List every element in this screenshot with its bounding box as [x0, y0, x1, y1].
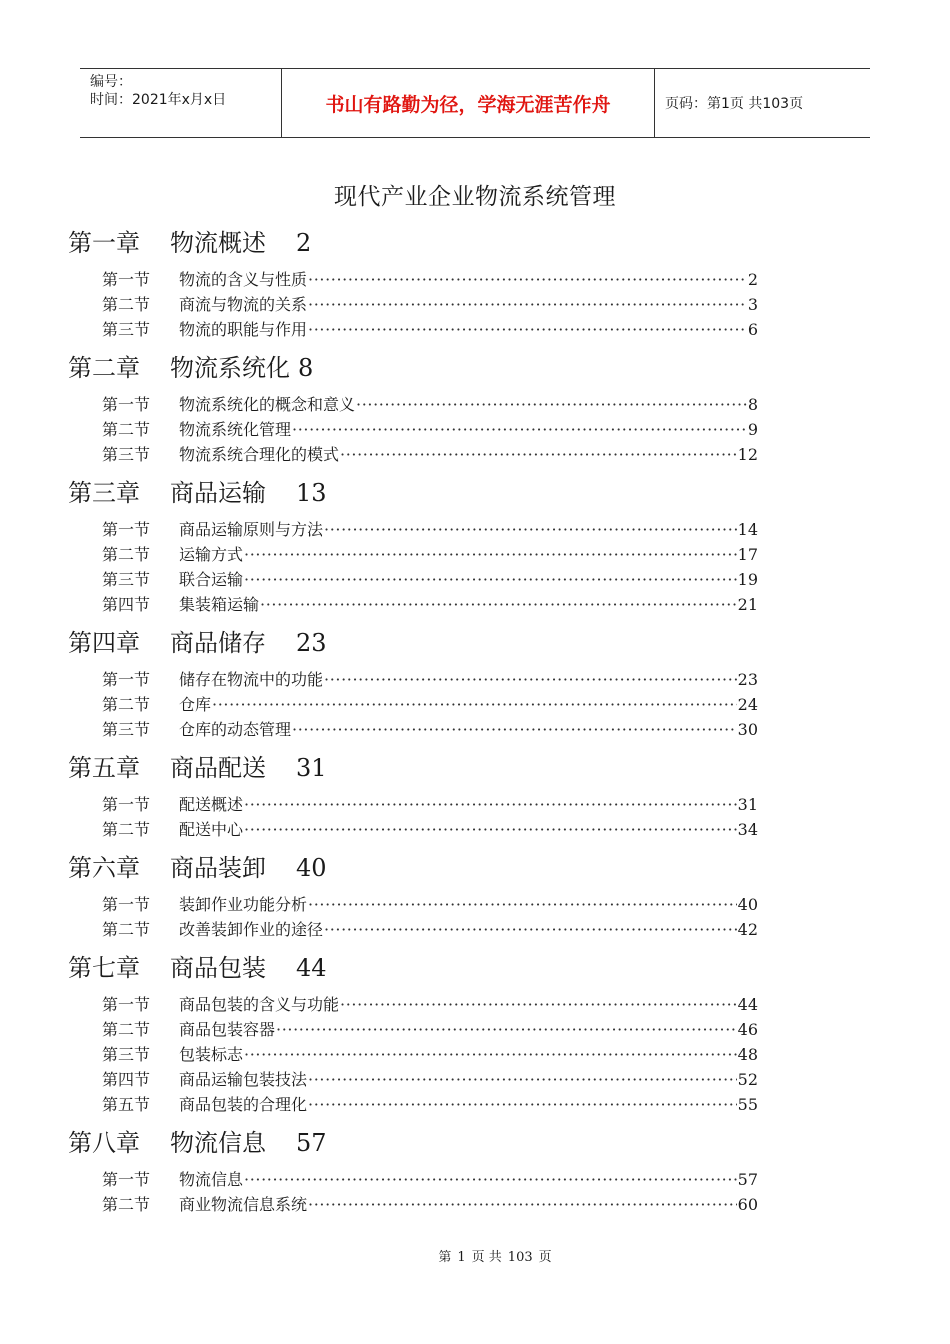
chapter-sections	[68, 792, 758, 842]
section-page: 34	[737, 820, 758, 839]
toc-section[interactable]	[102, 292, 758, 317]
toc-section[interactable]	[102, 267, 758, 292]
toc-chapter[interactable]	[68, 351, 758, 385]
section-number: 第二节	[102, 1020, 151, 1039]
dot-leader	[308, 1067, 737, 1092]
section-title: 装卸作业功能分析	[179, 895, 308, 914]
chapter-number: 第二章	[68, 354, 140, 382]
section-page: 2	[747, 270, 758, 289]
section-number: 第一节	[102, 1170, 151, 1189]
toc-section[interactable]	[102, 417, 758, 442]
chapter-page: 13	[296, 479, 327, 507]
section-title: 运输方式	[179, 545, 244, 564]
dot-leader	[276, 1017, 737, 1042]
section-number: 第二节	[102, 820, 151, 839]
section-number: 第二节	[102, 920, 151, 939]
section-title: 配送概述	[179, 795, 244, 814]
section-number: 第二节	[102, 545, 151, 564]
section-page: 57	[737, 1170, 758, 1189]
section-page: 44	[737, 995, 758, 1014]
section-page: 19	[737, 570, 758, 589]
dot-leader	[324, 667, 737, 692]
dot-leader	[340, 992, 737, 1017]
section-number: 第二节	[102, 1195, 151, 1214]
toc-section[interactable]	[102, 1067, 758, 1092]
toc-chapter[interactable]	[68, 751, 758, 785]
footer-suffix: 页	[538, 1250, 552, 1265]
section-number: 第二节	[102, 420, 151, 439]
chapter-sections	[68, 992, 758, 1117]
chapter-title: 物流系统化	[170, 354, 290, 382]
chapter-sections	[68, 1167, 758, 1217]
chapter-title: 商品包装	[170, 954, 266, 982]
section-title: 商品运输原则与方法	[179, 520, 324, 539]
dot-leader	[212, 692, 737, 717]
chapter-page: 8	[298, 354, 314, 382]
section-number: 第四节	[102, 595, 151, 614]
section-page: 24	[737, 695, 758, 714]
table-of-contents	[68, 226, 758, 1226]
dot-leader	[308, 292, 747, 317]
dot-leader	[244, 542, 737, 567]
section-title: 物流信息	[179, 1170, 244, 1189]
section-page: 52	[737, 1070, 758, 1089]
chapter-number: 第六章	[68, 854, 140, 882]
section-title: 商流与物流的关系	[179, 295, 308, 314]
chapter-title: 商品储存	[170, 629, 266, 657]
chapter-sections	[68, 267, 758, 342]
section-page: 30	[737, 720, 758, 739]
chapter-title: 物流概述	[170, 229, 266, 257]
toc-section[interactable]	[102, 592, 758, 617]
section-title: 商品运输包装技法	[179, 1070, 308, 1089]
toc-section[interactable]	[102, 992, 758, 1017]
toc-chapter[interactable]	[68, 626, 758, 660]
section-title: 商品包装的合理化	[179, 1095, 308, 1114]
toc-section[interactable]	[102, 317, 758, 342]
section-page: 48	[737, 1045, 758, 1064]
chapter-title: 商品装卸	[170, 854, 266, 882]
section-number: 第五节	[102, 1095, 151, 1114]
section-title: 商品包装容器	[179, 1020, 276, 1039]
section-title: 仓库的动态管理	[179, 720, 292, 739]
toc-section[interactable]	[102, 717, 758, 742]
section-title: 物流系统化的概念和意义	[179, 395, 356, 414]
section-page: 23	[737, 670, 758, 689]
chapter-number: 第三章	[68, 479, 140, 507]
document-title: 现代产业企业物流系统管理	[334, 184, 616, 210]
section-title: 集装箱运输	[179, 595, 260, 614]
header-motto: 书山有路勤为径，学海无涯苦作舟	[282, 69, 655, 137]
section-number: 第一节	[102, 995, 151, 1014]
chapter-page: 23	[296, 629, 327, 657]
dot-leader	[340, 442, 737, 467]
section-page: 3	[747, 295, 758, 314]
chapter-sections	[68, 667, 758, 742]
dot-leader	[308, 1192, 737, 1217]
toc-section[interactable]	[102, 792, 758, 817]
section-number: 第一节	[102, 670, 151, 689]
toc-section[interactable]	[102, 542, 758, 567]
header-page-info: 页码：第1页 共103页	[665, 96, 804, 112]
toc-section[interactable]	[102, 517, 758, 542]
header-meta	[80, 69, 282, 137]
chapter-title: 商品配送	[170, 754, 266, 782]
footer-total-pages: 103	[507, 1250, 533, 1265]
toc-section[interactable]	[102, 692, 758, 717]
footer-prefix: 第	[438, 1250, 452, 1265]
section-page: 55	[737, 1095, 758, 1114]
section-page: 31	[737, 795, 758, 814]
section-title: 商业物流信息系统	[179, 1195, 308, 1214]
section-number: 第一节	[102, 795, 151, 814]
section-page: 60	[737, 1195, 758, 1214]
section-number: 第二节	[102, 695, 151, 714]
toc-section[interactable]	[102, 1167, 758, 1192]
dot-leader	[356, 392, 747, 417]
chapter-page: 40	[296, 854, 327, 882]
chapter-number: 第七章	[68, 954, 140, 982]
toc-chapter[interactable]	[68, 951, 758, 985]
section-title: 仓库	[179, 695, 212, 714]
section-page: 40	[737, 895, 758, 914]
toc-chapter[interactable]	[68, 476, 758, 510]
section-number: 第三节	[102, 1045, 151, 1064]
footer-current-page: 1	[457, 1250, 466, 1265]
section-page: 46	[737, 1020, 758, 1039]
chapter-number: 第一章	[68, 229, 140, 257]
number-label: 编号：	[90, 74, 132, 90]
section-page: 42	[737, 920, 758, 939]
section-title: 物流的含义与性质	[179, 270, 308, 289]
dot-leader	[292, 717, 737, 742]
toc-section[interactable]	[102, 1042, 758, 1067]
section-page: 17	[737, 545, 758, 564]
page-footer	[0, 1246, 950, 1265]
dot-leader	[308, 317, 747, 342]
section-title: 包装标志	[179, 1045, 244, 1064]
toc-section[interactable]	[102, 817, 758, 842]
time-label: 时间：2021年x月x日	[90, 92, 227, 108]
section-title: 配送中心	[179, 820, 244, 839]
toc-chapter[interactable]	[68, 226, 758, 260]
page-header	[80, 68, 870, 138]
section-title: 物流的职能与作用	[179, 320, 308, 339]
chapter-number: 第四章	[68, 629, 140, 657]
chapter-title: 物流信息	[170, 1129, 266, 1157]
chapter-number: 第五章	[68, 754, 140, 782]
section-number: 第三节	[102, 445, 151, 464]
chapter-page: 44	[296, 954, 327, 982]
section-title: 物流系统化管理	[179, 420, 292, 439]
section-number: 第一节	[102, 520, 151, 539]
dot-leader	[308, 892, 737, 917]
dot-leader	[308, 267, 747, 292]
dot-leader	[260, 592, 737, 617]
section-page: 12	[737, 445, 758, 464]
chapter-number: 第八章	[68, 1129, 140, 1157]
dot-leader	[308, 1092, 737, 1117]
section-title: 储存在物流中的功能	[179, 670, 324, 689]
chapter-title: 商品运输	[170, 479, 266, 507]
section-number: 第一节	[102, 270, 151, 289]
section-title: 物流系统合理化的模式	[179, 445, 340, 464]
section-number: 第三节	[102, 320, 151, 339]
section-number: 第一节	[102, 895, 151, 914]
chapter-sections	[68, 392, 758, 467]
toc-section[interactable]	[102, 567, 758, 592]
section-page: 14	[737, 520, 758, 539]
dot-leader	[244, 792, 737, 817]
section-page: 9	[747, 420, 758, 439]
dot-leader	[244, 1042, 737, 1067]
section-page: 6	[747, 320, 758, 339]
toc-section[interactable]	[102, 667, 758, 692]
chapter-sections	[68, 892, 758, 942]
section-title: 改善装卸作业的途径	[179, 920, 324, 939]
section-page: 21	[737, 595, 758, 614]
footer-mid: 页 共	[471, 1250, 502, 1265]
dot-leader	[244, 567, 737, 592]
section-number: 第一节	[102, 395, 151, 414]
section-title: 联合运输	[179, 570, 244, 589]
toc-section[interactable]	[102, 917, 758, 942]
section-number: 第四节	[102, 1070, 151, 1089]
section-number: 第三节	[102, 570, 151, 589]
toc-section[interactable]	[102, 1192, 758, 1217]
section-number: 第二节	[102, 295, 151, 314]
section-page: 8	[747, 395, 758, 414]
toc-section[interactable]	[102, 892, 758, 917]
dot-leader	[244, 817, 737, 842]
toc-section[interactable]	[102, 392, 758, 417]
toc-chapter[interactable]	[68, 851, 758, 885]
chapter-page: 31	[296, 754, 327, 782]
dot-leader	[244, 1167, 737, 1192]
chapter-page: 2	[296, 229, 312, 257]
dot-leader	[292, 417, 747, 442]
toc-section[interactable]	[102, 1092, 758, 1117]
toc-section[interactable]	[102, 442, 758, 467]
section-title: 商品包装的含义与功能	[179, 995, 340, 1014]
toc-chapter[interactable]	[68, 1126, 758, 1160]
toc-section[interactable]	[102, 1017, 758, 1042]
chapter-page: 57	[296, 1129, 327, 1157]
section-number: 第三节	[102, 720, 151, 739]
dot-leader	[324, 917, 737, 942]
dot-leader	[324, 517, 737, 542]
chapter-sections	[68, 517, 758, 617]
